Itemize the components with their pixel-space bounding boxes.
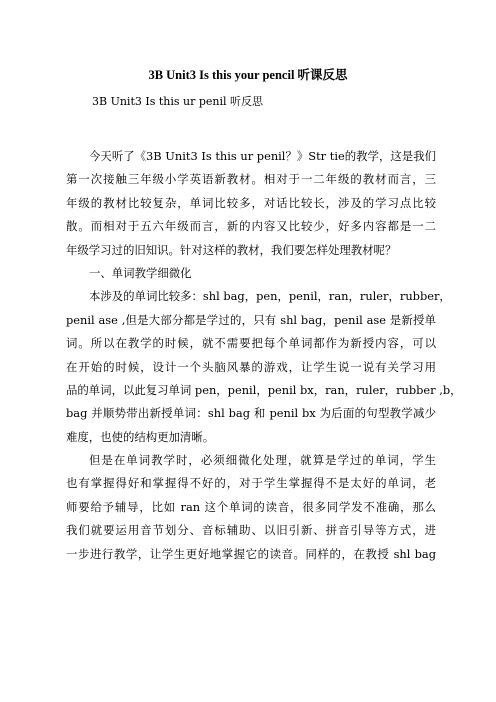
paragraph-line: 今天听了《3B Unit3 Is this ur penil？》Str tie的教学，这是我们 (89, 149, 436, 163)
paragraph-line: 品的单词，以此复习单词 pen，penil，penil bx，ran，ruler，rubber ,b， (66, 382, 462, 397)
section-heading: 一、单词教学细微化 (89, 265, 192, 280)
document-title: 3B Unit3 Is this your pencil 听课反思 (148, 68, 348, 82)
paragraph-line: 年级学习过的旧知识。针对这样的教材，我们要怎样处理教材呢？ (66, 242, 397, 257)
document-body (66, 145, 462, 566)
paragraph-line: 第一次接触三年级小学英语新教材。相对于一二年级的教材而言，三 (66, 172, 436, 187)
paragraph-line: 散。而相对于五六年级而言，新的内容又比较少，好多内容都是一二 (66, 219, 436, 234)
paragraph-line: 但是在单词教学时，必须细微化处理，就算是学过的单词，学生 (89, 453, 436, 468)
document-subtitle: 3B Unit3 Is this ur penil 听反思 (92, 95, 264, 108)
paragraph-line: 词。所以在教学的时候，就不需要把每个单词都作为新授内容，可以 (66, 336, 436, 351)
paragraph-line: 一步进行教学，让学生更好地掌握它的读音。同样的，在教授 shl bag (66, 546, 436, 561)
paragraph-line: 难度，也使的结构更加清晰。 (66, 429, 215, 444)
paragraph-line: 在开始的时候，设计一个头脑风暴的游戏，让学生说一说有关学习用 (66, 359, 436, 374)
paragraph-line: 也有掌握得好和掌握得不好的，对于学生掌握得不是太好的单词，老 (66, 476, 436, 491)
paragraph-line: bag 并顺势带出新授单词：shl bag 和 penil bx 为后面的句型教学减少 (66, 406, 436, 421)
paragraph-line: 我们就要运用音节划分、音标辅助、以旧引新、拼音引导等方式，进 (66, 523, 436, 538)
paragraph-line: penil ase ,但是大部分都是学过的，只有 shl bag，penil ase 是新授单 (66, 312, 436, 327)
paragraph-line: 师要给予辅导，比如 ran 这个单词的读音，很多同学发不准确，那么 (66, 499, 436, 514)
paragraph-line: 年级的教材比较复杂，单词比较多，对话比较长，涉及的学习点比较 (66, 195, 436, 210)
paragraph-line: 本涉及的单词比较多：shl bag，pen，penil，ran，ruler，rubber， (89, 289, 451, 304)
